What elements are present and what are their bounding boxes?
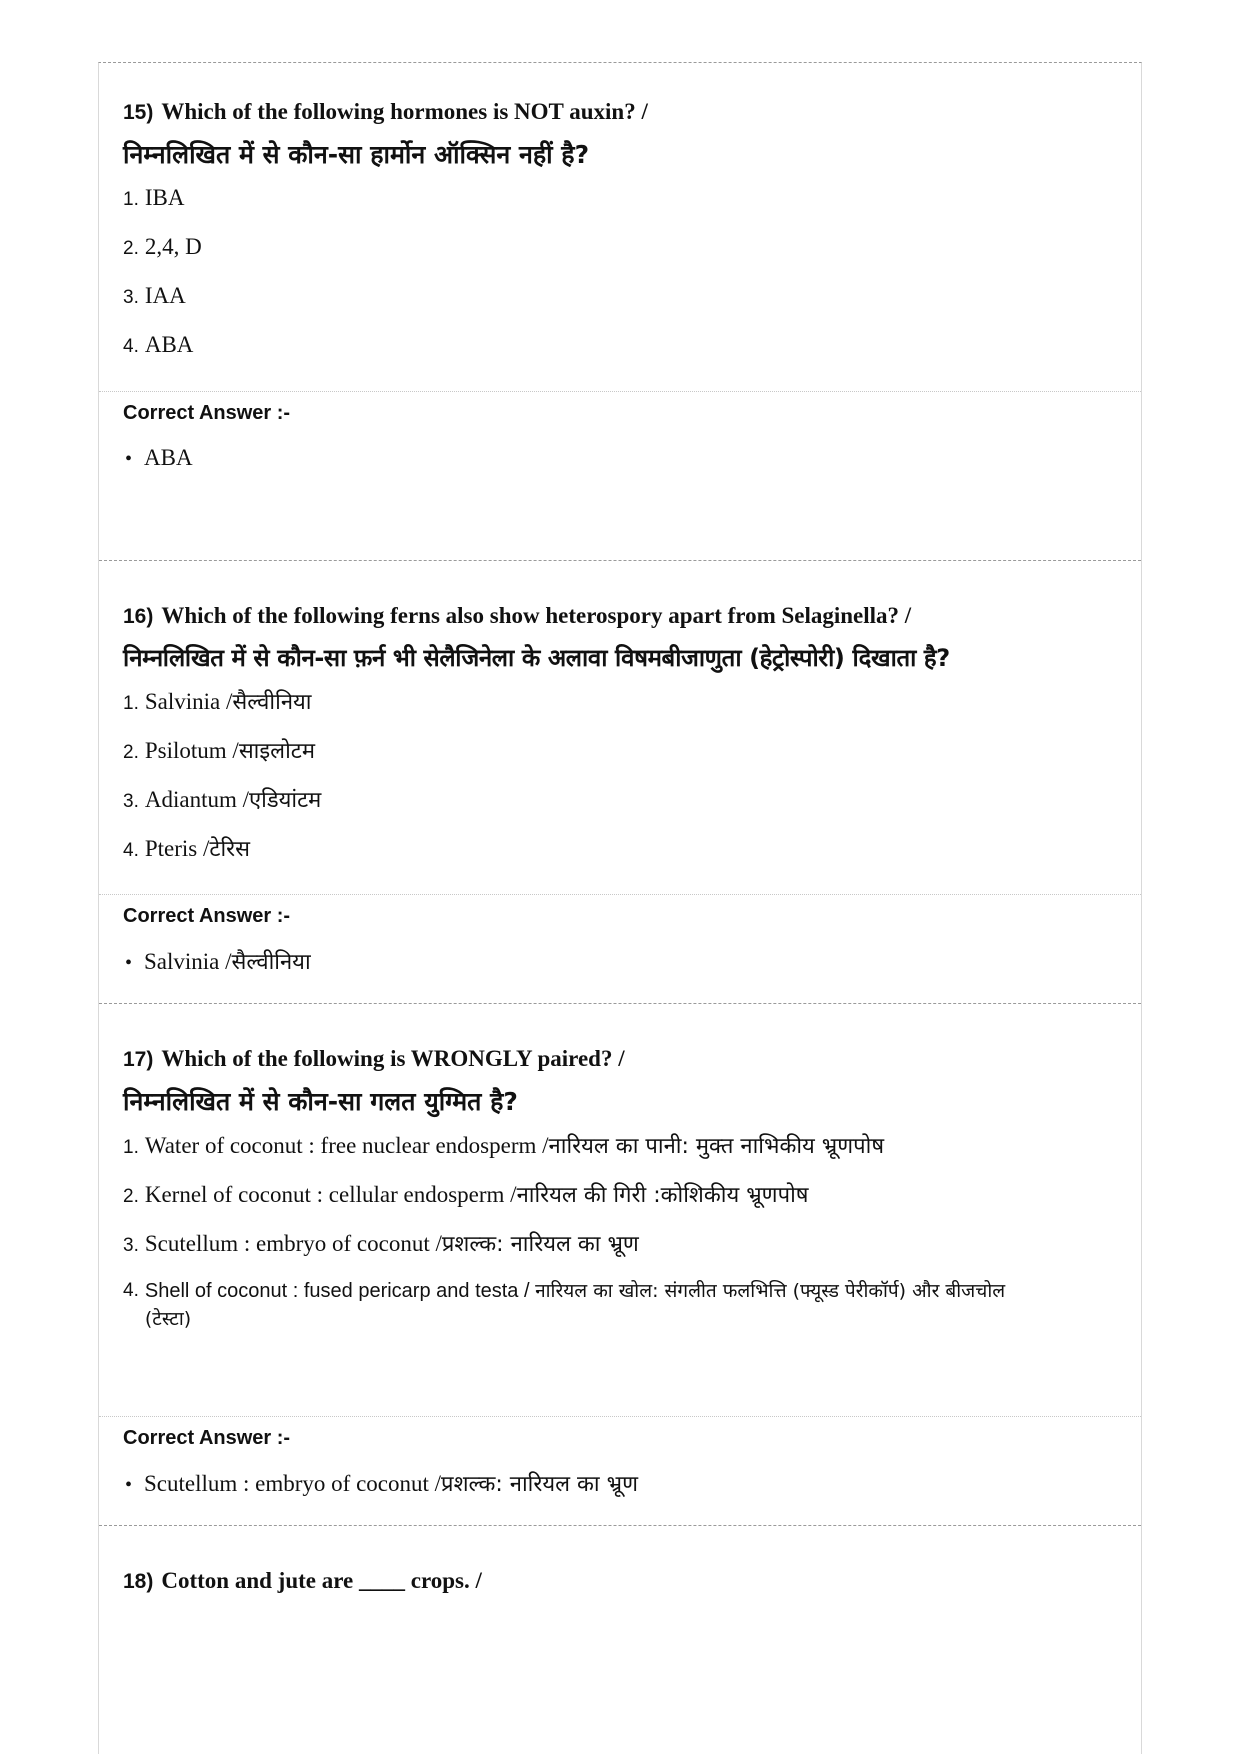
option-1: [123, 185, 1117, 234]
question-15: [99, 63, 1141, 561]
option-text: IAA: [144, 283, 186, 308]
option-number: 3.: [123, 287, 139, 308]
correct-answer-label: Correct Answer :-: [123, 1427, 291, 1449]
option-3: [123, 283, 1117, 332]
question-text-hindi: निम्नलिखित में से कौन-सा हार्मोन ऑक्सिन नहीं है?: [123, 140, 590, 169]
question-number: 15): [123, 101, 154, 124]
question-title: [123, 1568, 1117, 1594]
option-text-hindi: नारियल की गिरी :कोशिकीय भ्रूणपोष: [516, 1183, 809, 1208]
option-4: [123, 332, 1117, 368]
answer-text-hindi: सैल्वीनिया: [231, 950, 311, 975]
option-1: [123, 1130, 1117, 1179]
option-4: [123, 1277, 1117, 1333]
options-list: [123, 1130, 1117, 1333]
option-4: [123, 833, 1117, 869]
question-text-hindi: निम्नलिखित में से कौन-सा फ़र्न भी सेलैजिनेला के अलावा विषमबीजाणुता (हेट्रोस्पोरी) दिखाता है?: [123, 644, 950, 672]
option-text: Shell of coconut : fused pericarp and testa /: [144, 1280, 536, 1302]
option-text-hindi: नारियल का खोल: संगलीत फलभित्ति (फ्यूस्ड पेरीकॉर्प) और बीजचोल (टेस्टा): [144, 1280, 1006, 1330]
option-text: Adiantum /: [144, 787, 249, 812]
option-number: 3.: [123, 1235, 139, 1256]
question-title: [123, 603, 1117, 629]
question-16: [99, 561, 1141, 1004]
question-title: [123, 1046, 1117, 1072]
option-2: [123, 735, 1117, 784]
option-text: Scutellum : embryo of coconut /: [144, 1231, 442, 1256]
option-3: [123, 784, 1117, 833]
correct-answer: [123, 445, 1117, 471]
answer-section: [99, 391, 1141, 471]
option-2: [123, 234, 1117, 283]
option-text: 2,4, D: [144, 234, 202, 259]
question-text-english: Cotton and jute are ____ crops. /: [161, 1568, 482, 1593]
option-text-hindi: एडियांटम: [249, 788, 322, 813]
options-list: [123, 686, 1117, 869]
option-2: [123, 1179, 1117, 1228]
option-text: Salvinia /: [144, 689, 233, 714]
answer-text: ABA: [144, 445, 193, 470]
question-text-english: Which of the following is WRONGLY paired? /: [161, 1046, 625, 1071]
question-text-hindi: निम्नलिखित में से कौन-सा गलत युग्मित है?: [123, 1087, 518, 1116]
option-text: Psilotum /: [144, 738, 239, 763]
question-text-english: Which of the following ferns also show heterospory apart from Selaginella? /: [161, 603, 912, 628]
correct-answer-label: Correct Answer :-: [123, 402, 291, 424]
option-number: 4.: [123, 336, 139, 357]
option-text-hindi: प्रशल्क: नारियल का भ्रूण: [441, 1232, 639, 1257]
answer-section: [99, 1416, 1141, 1498]
option-number: 1.: [123, 693, 139, 714]
question-number: 16): [123, 605, 154, 628]
question-text-english: Which of the following hormones is NOT auxin? /: [161, 99, 648, 124]
option-number: 2.: [123, 742, 139, 763]
option-text: Pteris /: [144, 836, 210, 861]
question-title: [123, 99, 1117, 125]
option-number: 1.: [123, 1137, 139, 1158]
option-number: 2.: [123, 238, 139, 259]
option-number: 2.: [123, 1186, 139, 1207]
options-list: [123, 185, 1117, 368]
option-text-hindi: सैल्वीनिया: [232, 690, 312, 715]
correct-answer-label: Correct Answer :-: [123, 905, 291, 927]
option-1: [123, 686, 1117, 735]
answer-section: [99, 894, 1141, 976]
bullet: •: [125, 952, 133, 974]
question-18: [99, 1526, 1141, 1726]
option-text-group: [145, 1277, 1045, 1333]
answer-text: Scutellum : embryo of coconut /: [144, 1471, 442, 1496]
question-number: 17): [123, 1048, 154, 1071]
question-paper-page: [98, 62, 1142, 1754]
option-text: IBA: [144, 185, 185, 210]
answer-text-hindi: प्रशल्क: नारियल का भ्रूण: [441, 1472, 638, 1497]
option-text-hindi: टेरिस: [209, 837, 251, 862]
question-17: [99, 1004, 1141, 1526]
option-text: Water of coconut : free nuclear endosperm /: [144, 1133, 549, 1158]
option-number: 4.: [123, 840, 139, 861]
option-text-hindi: साइलोटम: [238, 739, 316, 764]
option-text: Kernel of coconut : cellular endosperm /: [144, 1182, 517, 1207]
option-number: 1.: [123, 189, 139, 210]
option-number: 4.: [123, 1280, 139, 1301]
correct-answer: [123, 1468, 1117, 1498]
answer-text: Salvinia /: [144, 949, 232, 974]
question-number: 18): [123, 1570, 154, 1593]
option-text-hindi: नारियल का पानी: मुक्त नाभिकीय भ्रूणपोष: [548, 1134, 885, 1159]
option-text: ABA: [144, 332, 194, 357]
option-number: 3.: [123, 791, 139, 812]
correct-answer: [123, 946, 1117, 976]
bullet: •: [125, 448, 133, 470]
bullet: •: [125, 1474, 133, 1496]
option-3: [123, 1228, 1117, 1277]
